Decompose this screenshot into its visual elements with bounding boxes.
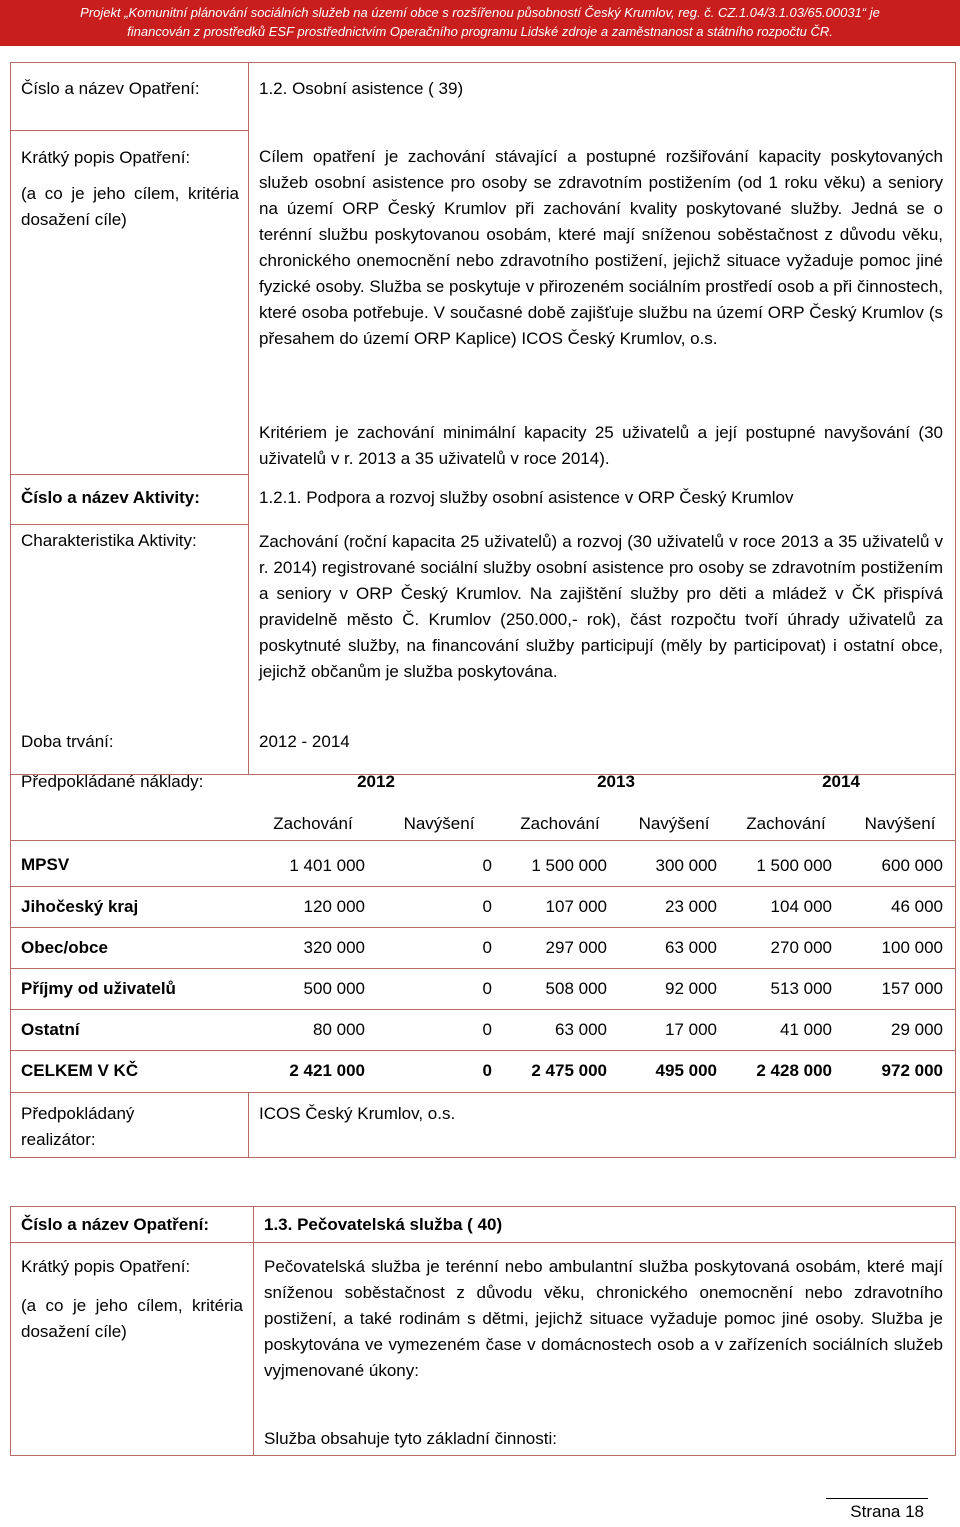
label-short-description-sub: (a co je jeho cílem, kritéria dosažení cíle): [21, 184, 239, 229]
row-label: Příjmy od uživatelů: [21, 979, 176, 998]
label-short-description: Krátký popis Opatření:: [21, 148, 191, 167]
table-cell: 320 000: [303, 938, 365, 957]
table-cell: 1 500 000: [531, 856, 607, 875]
label-activity-number-name: Číslo a název Aktivity:: [21, 488, 200, 507]
measure-1-title: 1.2. Osobní asistence ( 39): [259, 79, 464, 98]
table-cell: 23 000: [665, 897, 717, 916]
table-cell-total: 2 428 000: [756, 1061, 832, 1080]
table-cell: 29 000: [891, 1020, 943, 1039]
subheader: Navýšení: [864, 814, 936, 833]
row-label: Obec/obce: [21, 938, 108, 957]
row-label: Ostatní: [21, 1020, 80, 1039]
year-2012: 2012: [357, 772, 395, 791]
row-label-total: CELKEM V KČ: [21, 1061, 139, 1080]
row-label: MPSV: [21, 855, 70, 874]
measure-1-description: Cílem opatření je zachování stávající a postupné rozšiřování kapacity poskytovaných služeb osobní asistence pro osoby se zdravotním postižením (od 1 roku věku) a seniory na území ORP Český Krumlov při zachování kvality poskytované služby. Jedná se o terénní službu poskytovanou osobám, které mají sníženou soběstačnost z důvodu věku, chronického onemocnění nebo zdravotního postižení, jejichž situace vyžaduje pomoc jiné fyzické osoby. Služba se poskytuje v přirozeném sociálním prostředí osob a při činnostech, které osoba potřebuje. V současné době zajišťuje službu na území ORP Český Krumlov (s přesahem do území ORP Kaplice) ICOS Český Krumlov, o.s.: [259, 147, 943, 348]
label-measure-number-name-2: Číslo a název Opatření:: [21, 1215, 209, 1234]
label-duration: Doba trvání:: [21, 732, 114, 751]
measure-2-services-intro: Služba obsahuje tyto základní činnosti:: [264, 1429, 557, 1448]
table-cell: 1 401 000: [289, 856, 365, 875]
footer-rule: [826, 1498, 928, 1499]
table-cell: 0: [482, 979, 492, 998]
table-cell-total: 2 421 000: [289, 1061, 365, 1080]
table-cell-total: 495 000: [655, 1061, 717, 1080]
subheader: Navýšení: [638, 814, 710, 833]
table-cell: 600 000: [881, 856, 943, 875]
project-header: [0, 0, 960, 46]
table-cell: 80 000: [313, 1020, 365, 1039]
table-cell: 104 000: [770, 897, 832, 916]
table-cell: 270 000: [770, 938, 832, 957]
header-line-1: Projekt „Komunitní plánování sociálních služeb na území obce s rozšířenou působností Český Krumlov, reg. č. CZ.1.04/3.1.03/65.00031“ je: [80, 5, 880, 20]
page-number: Strana 18: [850, 1502, 924, 1521]
table-cell: 100 000: [881, 938, 943, 957]
table-cell: 0: [482, 897, 492, 916]
year-2014: 2014: [822, 772, 860, 791]
activity-title: 1.2.1. Podpora a rozvoj služby osobní asistence v ORP Český Krumlov: [259, 488, 794, 507]
table-cell: 107 000: [545, 897, 607, 916]
row-label: Jihočeský kraj: [21, 897, 139, 916]
table-cell: 0: [482, 856, 492, 875]
measure-2-title: 1.3. Pečovatelská služba ( 40): [264, 1215, 503, 1234]
year-2013: 2013: [597, 772, 635, 791]
label-short-description-2: Krátký popis Opatření:: [21, 1257, 191, 1276]
table-cell: 1 500 000: [756, 856, 832, 875]
table-cell: 0: [482, 938, 492, 957]
table-cell: 157 000: [881, 979, 943, 998]
table-cell: 17 000: [665, 1020, 717, 1039]
label-short-description-sub-2: (a co je jeho cílem, kritéria dosažení cíle): [21, 1296, 243, 1341]
label-expected-realizer: Předpokládaný realizátor:: [21, 1104, 135, 1149]
label-activity-characteristic: Charakteristika Aktivity:: [21, 531, 197, 550]
table-cell: 300 000: [655, 856, 717, 875]
table-cell: 63 000: [665, 938, 717, 957]
measure-2-description: Pečovatelská služba je terénní nebo ambulantní služba poskytovaná osobám, které mají sníženou soběstačnost z důvodu věku, chronického onemocnění nebo zdravotního postižení, a také rodinám s dětmi, jejichž situace vyžaduje pomoc jiné osoby. Služba je poskytována ve vymezeném čase v domácnostech osob a v zařízeních sociálních služeb vyjmenované úkony:: [264, 1257, 943, 1380]
table-cell: 41 000: [780, 1020, 832, 1039]
table-cell: 0: [482, 1020, 492, 1039]
label-expected-costs: Předpokládané náklady:: [21, 772, 204, 791]
table-cell: 120 000: [303, 897, 365, 916]
table-cell: 63 000: [555, 1020, 607, 1039]
duration-value: 2012 - 2014: [259, 732, 350, 751]
subheader: Navýšení: [403, 814, 475, 833]
table-cell: 513 000: [770, 979, 832, 998]
activity-characteristic: Zachování (roční kapacita 25 uživatelů) a rozvoj (30 uživatelů v roce 2013 a 35 uživatelů v r. 2014) registrované sociální služby osobní asistence pro osoby se zdravotním postižením a seniory v ORP Český Krumlov. Na zajištění služby pro děti a mládež v ČK přispívá pravidelně město Č. Krumlov (250.000,- rok), část rozpočtu tvoří úhrady uživatelů za poskytnuté služby, na financování služby participují (měly by participovat) i ostatní obce, jejichž občanům je služba poskytována.: [259, 532, 943, 681]
header-line-2: financován z prostředků ESF prostřednictvím Operačního programu Lidské zdroje a zaměstnanost a státního rozpočtu ČR.: [127, 24, 833, 39]
subheader: Zachování: [746, 814, 826, 833]
table-cell-total: 972 000: [881, 1061, 943, 1080]
table-cell: 500 000: [303, 979, 365, 998]
table-cell-total: 2 475 000: [531, 1061, 607, 1080]
realizer-value: ICOS Český Krumlov, o.s.: [259, 1104, 456, 1123]
table-cell: 46 000: [891, 897, 943, 916]
table-cell: 92 000: [665, 979, 717, 998]
subheader: Zachování: [273, 814, 353, 833]
table-cell: 508 000: [545, 979, 607, 998]
table-cell-total: 0: [482, 1061, 492, 1080]
measure-1-criteria: Kritériem je zachování minimální kapacity 25 uživatelů a její postupné navyšování (30 uživatelů v r. 2013 a 35 uživatelů v roce 2014).: [259, 423, 943, 468]
label-measure-number-name: Číslo a název Opatření:: [21, 79, 200, 98]
table-cell: 297 000: [545, 938, 607, 957]
subheader: Zachování: [520, 814, 600, 833]
